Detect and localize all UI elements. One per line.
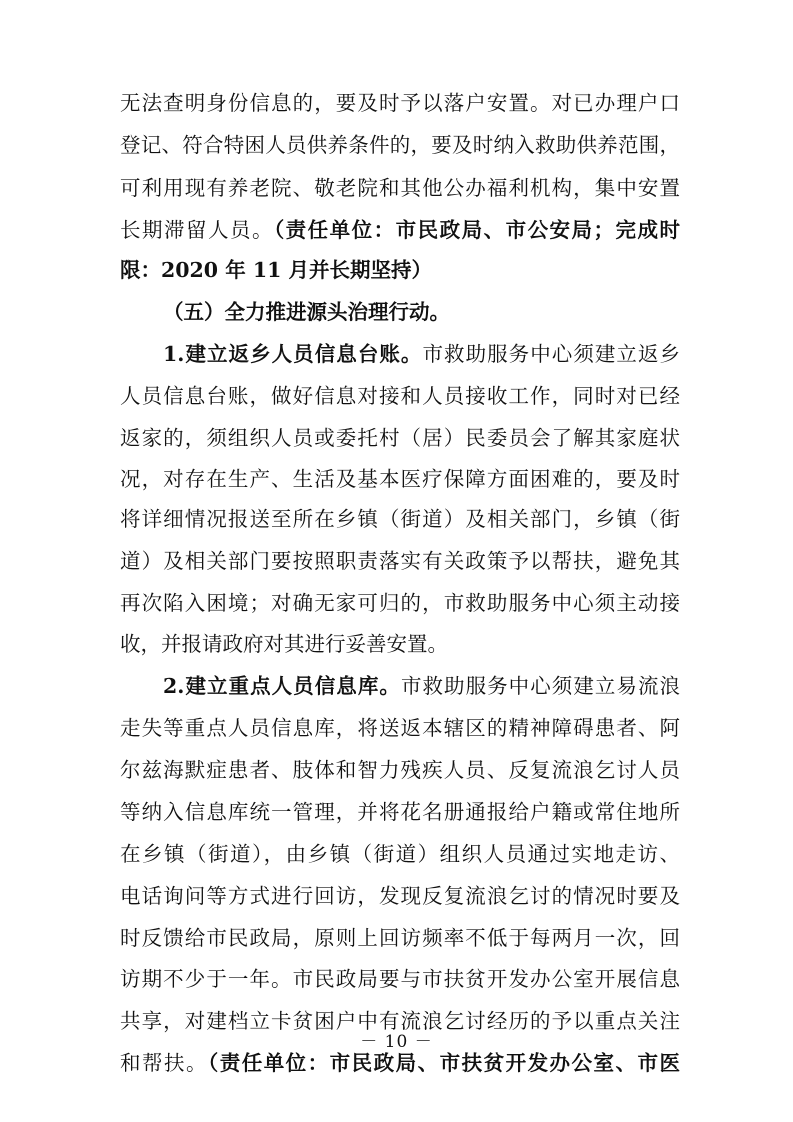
text-line bbox=[120, 210, 680, 250]
text-segment: 共享，对建档立卡贫困户中有流浪乞讨经历的予以重点关注 bbox=[120, 1009, 680, 1033]
text-line bbox=[120, 708, 680, 748]
text-segment: 再次陷入困境；对确无家可归的，市救助服务中心须主动接 bbox=[120, 591, 680, 615]
text-segment: 时反馈给市民政局，原则上回访频率不低于每两月一次，回 bbox=[120, 926, 680, 950]
text-line bbox=[163, 334, 680, 374]
text-line bbox=[120, 125, 680, 165]
text-segment: 登记、符合特困人员供养条件的，要及时纳入救助供养范围， bbox=[120, 133, 680, 157]
text-segment: 在乡镇（街道），由乡镇（街道）组织人员通过实地走访、 bbox=[120, 842, 680, 866]
text-segment: 访期不少于一年。市民政局要与市扶贫开发办公室开展信息 bbox=[120, 967, 680, 991]
bold-text-segment: 2.建立重点人员信息库。 bbox=[163, 674, 401, 698]
bold-text-segment: （五）全力推进源头治理行动。 bbox=[163, 300, 450, 324]
text-line bbox=[120, 959, 680, 999]
text-segment: 可利用现有养老院、敬老院和其他公办福利机构，集中安置 bbox=[120, 176, 680, 200]
text-line bbox=[120, 250, 680, 290]
text-segment: 返家的，须组织人员或委托村（居）民委员会了解其家庭状 bbox=[120, 426, 680, 450]
text-line bbox=[120, 376, 680, 416]
text-segment: 市救助服务中心须建立返乡 bbox=[422, 342, 681, 366]
text-segment: 无法查明身份信息的，要及时予以落户安置。对已办理户口 bbox=[120, 91, 680, 115]
bold-text-segment: 1.建立返乡人员信息台账。 bbox=[163, 342, 423, 366]
text-line bbox=[163, 292, 680, 332]
text-line bbox=[120, 459, 680, 499]
text-segment: 市救助服务中心须建立易流浪 bbox=[400, 674, 681, 698]
text-line bbox=[120, 834, 680, 874]
text-line bbox=[120, 418, 680, 458]
text-line bbox=[120, 876, 680, 916]
text-line bbox=[120, 918, 680, 958]
text-segment: 电话询问等方式进行回访，发现反复流浪乞讨的情况时要及 bbox=[120, 884, 680, 908]
bold-text-segment: （责任单位：市民政局、市公安局；完成时 bbox=[273, 218, 681, 242]
text-line bbox=[120, 583, 680, 623]
bold-text-segment: （责任单位：市民政局、市扶贫开发办公室、市医 bbox=[207, 1051, 681, 1075]
text-line bbox=[120, 168, 680, 208]
text-line bbox=[120, 541, 680, 581]
text-line bbox=[120, 83, 680, 123]
text-segment: 等纳入信息库统一管理，并将花名册通报给户籍或常住地所 bbox=[120, 800, 680, 824]
text-segment: 和帮扶。 bbox=[120, 1051, 208, 1075]
text-segment: 尔兹海默症患者、肢体和智力残疾人员、反复流浪乞讨人员 bbox=[120, 758, 680, 782]
text-segment: 道）及相关部门要按照职责落实有关政策予以帮扶，避免其 bbox=[120, 549, 680, 573]
text-segment: 将详细情况报送至所在乡镇（街道）及相关部门，乡镇（街 bbox=[120, 507, 680, 531]
text-segment: 收，并报请政府对其进行妥善安置。 bbox=[120, 632, 448, 656]
text-line bbox=[120, 792, 680, 832]
text-segment: 况，对存在生产、生活及基本医疗保障方面困难的，要及时 bbox=[120, 467, 680, 491]
text-line bbox=[120, 624, 680, 664]
text-segment: 人员信息台账，做好信息对接和人员接收工作，同时对已经 bbox=[120, 384, 680, 408]
text-segment: 长期滞留人员。 bbox=[120, 218, 274, 242]
text-line bbox=[163, 666, 680, 706]
text-line bbox=[120, 750, 680, 790]
bold-text-segment: 限：2020 年 11 月并长期坚持） bbox=[120, 258, 432, 282]
text-line bbox=[120, 499, 680, 539]
page-number: － 10 － bbox=[360, 1032, 433, 1052]
text-segment: 走失等重点人员信息库，将送返本辖区的精神障碍患者、阿 bbox=[120, 716, 680, 740]
